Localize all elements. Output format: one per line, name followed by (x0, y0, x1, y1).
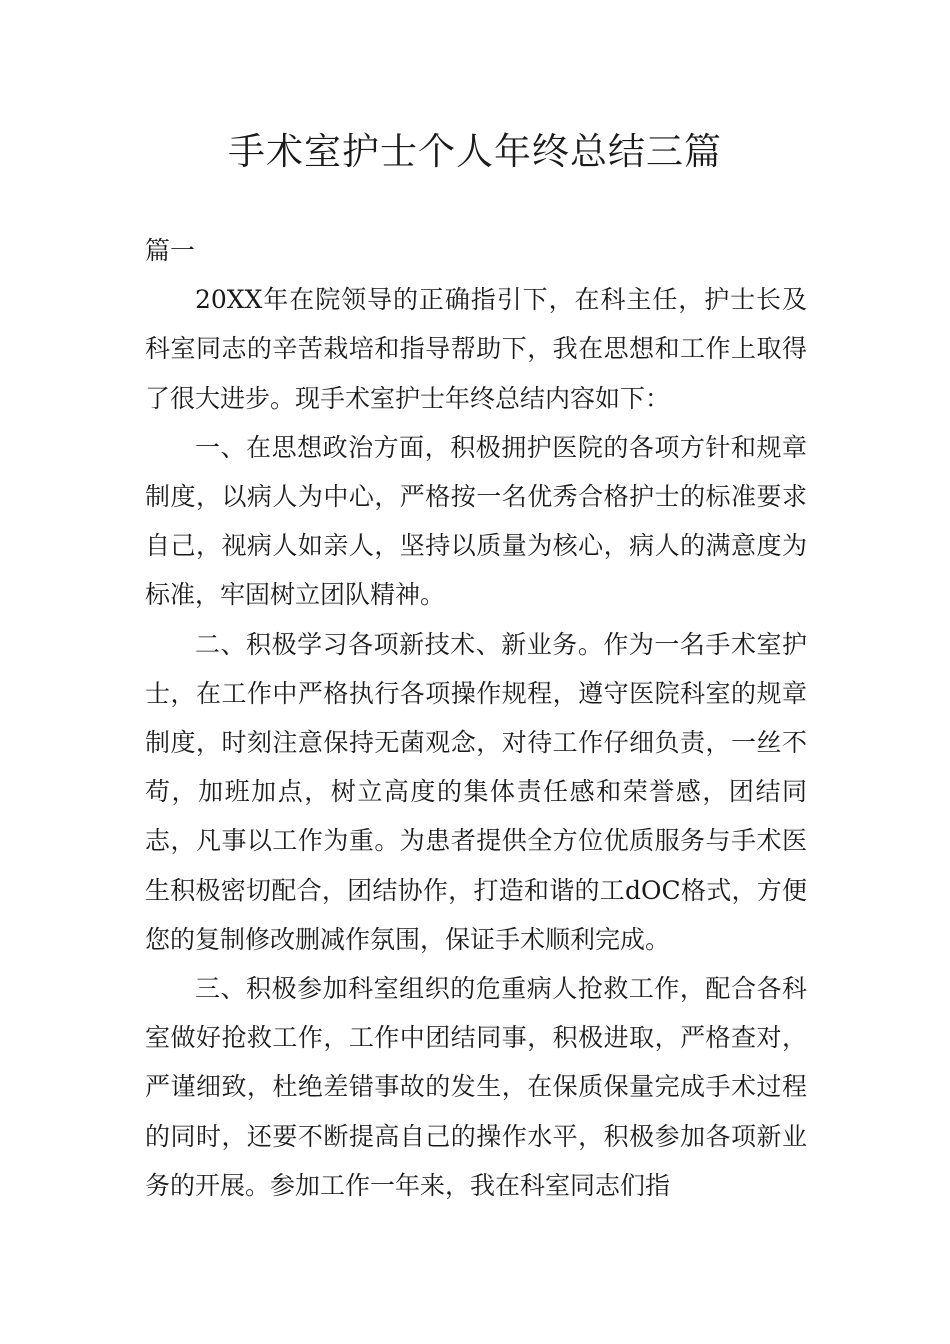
paragraph-political: 一、在思想政治方面，积极拥护医院的各项方针和规章制度，以病人为中心，严格按一名优秀合格护士的标准要求自己，视病人如亲人，坚持以质量为核心，病人的满意度为标准，牢固树立团队精神。 (145, 432, 807, 610)
paragraph-learning: 二、积极学习各项新技术、新业务。作为一名手术室护士，在工作中严格执行各项操作规程，遵守医院科室的规章制度，时刻注意保持无菌观念，对待工作仔细负责，一丝不苟，加班加点，树立高度的集体责任感和荣誉感，团结同志，凡事以工作为重。为患者提供全方位优质服务与手术医生积极密切配合，团结协作，打造和谐的工dOC格式，方便您的复制修改删减作氛围，保证手术顺利完成。 (145, 629, 807, 954)
paragraph-intro: 20XX年在院领导的正确指引下，在科主任，护士长及科室同志的辛苦栽培和指导帮助下，我在思想和工作上取得了很大进步。现手术室护士年终总结内容如下： (145, 285, 807, 413)
document-title: 手术室护士个人年终总结三篇 (228, 130, 722, 173)
document-body (145, 226, 807, 1210)
paragraph-rescue: 三、积极参加科室组织的危重病人抢救工作，配合各科室做好抢救工作，工作中团结同事，积极进取，严格查对，严谨细致，杜绝差错事故的发生，在保质保量完成手术过程的同时，还要不断提高自己的操作水平，积极参加各项新业务的开展。参加工作一年来，我在科室同志们指 (145, 974, 807, 1200)
section-label: 篇一 (145, 236, 196, 265)
